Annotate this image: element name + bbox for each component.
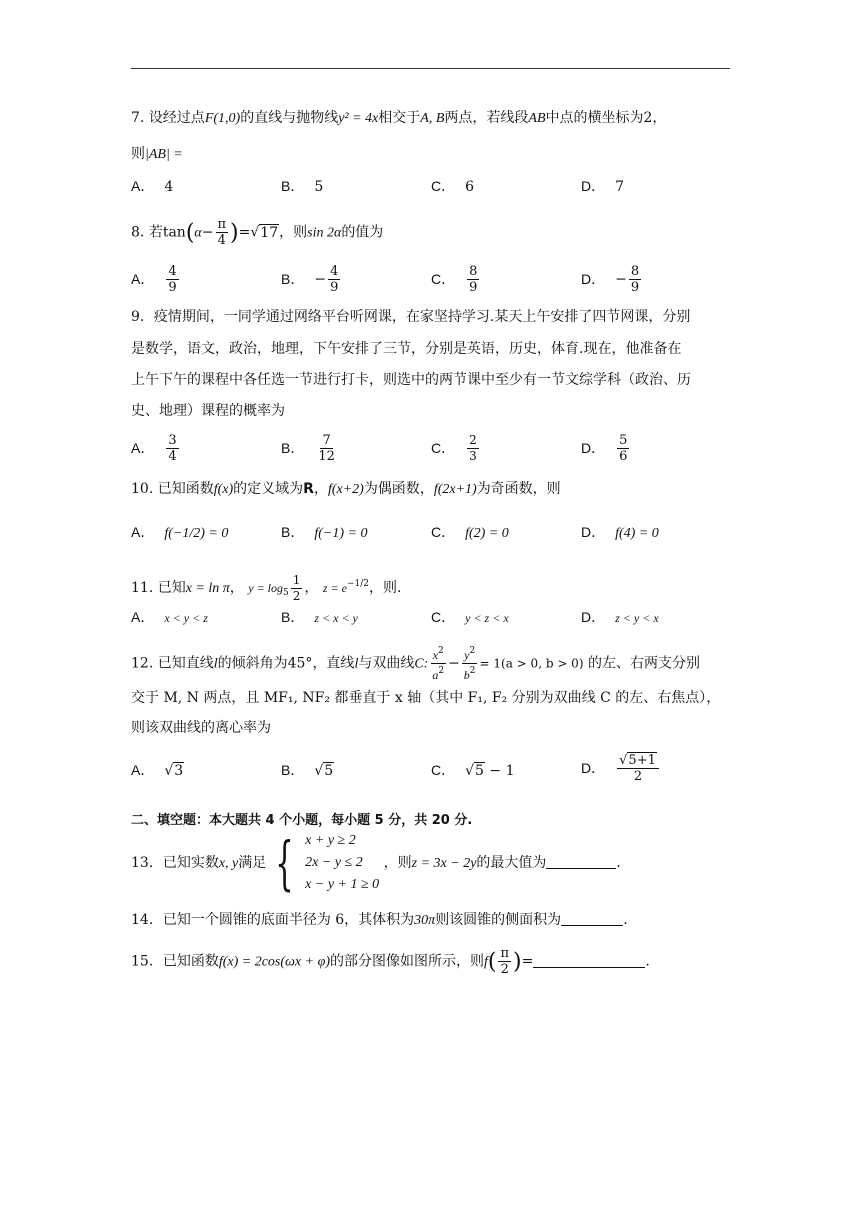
question-7: 7. 设经过点F(1,0)的直线与抛物线y² = 4x相交于A, B两点，若线段AB中点的横坐标为2， [131,110,667,126]
constraint-system: { x + y ≥ 2 2x − y ≤ 2 x − y + 1 ≥ 0 [275,829,380,897]
section-2-title: 二、填空题：本大题共 4 个小题，每小题 5 分，共 20 分. [131,813,473,828]
question-number: 7. [131,110,145,126]
q7-option-b[interactable]: B． 5 [281,178,324,195]
q9-option-b[interactable]: B． $\frac{7}{12}$ [281,433,335,464]
q13-answer-blank[interactable] [546,854,616,869]
header-rule [131,68,730,69]
question-13: 13．已知实数x, y满足 { x + y ≥ 2 2x − y ≤ 2 x − y + 1 ≥ 0 ，则z = 3x − 2y的最大值为 . [131,829,621,897]
q12-option-a[interactable]: A． √3 [131,762,184,779]
question-9-line1: 9．疫情期间，一同学通过网络平台听网课，在家坚持学习.某天上午安排了四节网课，分别 [131,309,691,325]
q12-option-b[interactable]: B． √5 [281,762,334,779]
q10-option-d[interactable]: D． f(4) = 0 [581,524,659,541]
q7-option-c[interactable]: C． 6 [431,178,475,195]
question-12: 12. 已知直线l的倾斜角为45°，直线l与双曲线C: $\frac{x^2}{a^2}$ − $\frac{y^2}{b^2}$ = 1(a > 0, b > 0) 的左、右两支分别 [131,646,700,682]
q9-option-a[interactable]: A． $\frac{3}{4}$ [131,433,177,464]
q10-option-a[interactable]: A． f(−1/2) = 0 [131,524,229,541]
q11-option-d[interactable]: D． z < y < x [581,609,659,625]
question-7-line2: 则|AB| = [131,146,183,162]
question-11: 11. 已知x = ln π， $y = \log_5$ $\frac{1}{2}$ ， $z = e^{-1/2}$，则. [131,572,402,603]
q7-option-d[interactable]: D． 7 [581,178,625,195]
question-10: 10. 已知函数f(x)的定义域为R，f(x+2)为偶函数，f(2x+1)为奇函数，则 [131,481,561,497]
q7-option-a[interactable]: A． 4 [131,178,174,195]
q11-option-a[interactable]: A． x < y < z [131,609,208,625]
q11-option-c[interactable]: C． y < z < x [431,609,509,625]
q8-option-b[interactable]: B． − $\frac{4}{9}$ [281,264,339,295]
question-12-line3: 则该双曲线的离心率为 [131,720,271,736]
question-8: 8. 若tan(α− $\frac{\pi}{4}$ )=√17，则sin 2α的值为 [131,217,384,248]
q9-option-c[interactable]: C． $\frac{2}{3}$ [431,433,477,463]
q9-option-d[interactable]: D． $\frac{5}{6}$ [581,433,628,464]
q8-option-c[interactable]: C． $\frac{8}{9}$ [431,264,478,295]
question-14: 14．已知一个圆锥的底面半径为 6，其体积为30π则该圆锥的侧面积为 . [131,912,628,928]
q8-option-d[interactable]: D． − $\frac{8}{9}$ [581,264,640,295]
q10-option-b[interactable]: B． f(−1) = 0 [281,524,368,541]
q11-option-b[interactable]: B． z < x < y [281,609,358,625]
pi-over-4: $\frac{\pi}{4}$ [217,217,227,248]
q14-answer-blank[interactable] [561,911,623,926]
question-15: 15．已知函数f(x) = 2cos(ωx + φ)的部分图像如图所示，则f( $\frac{\pi}{2}$ )= . [131,946,650,977]
q8-option-a[interactable]: A． $\frac{4}{9}$ [131,264,177,295]
question-9-line3: 上午下午的课程中各任选一节进行打卡，则选中的两节课中至少有一节文综学科（政治、历 [131,372,691,388]
q12-option-d[interactable]: D． $\frac{√5+1}{2}$ [581,753,661,784]
question-12-line2: 交于 M, N 两点，且 MF₁, NF₂ 都垂直于 x 轴（其中 F₁, F₂ 分别为双曲线 C 的左、右焦点）， [131,690,721,706]
q10-option-c[interactable]: C． f(2) = 0 [431,524,509,541]
q15-answer-blank[interactable] [533,953,645,968]
q12-option-c[interactable]: C． √5 − 1 [431,762,515,779]
question-9-line2: 是数学，语文，政治，地理，下午安排了三节，分别是英语，历史，体育.现在，他准备在 [131,341,682,357]
question-9-line4: 史、地理）课程的概率为 [131,403,285,419]
